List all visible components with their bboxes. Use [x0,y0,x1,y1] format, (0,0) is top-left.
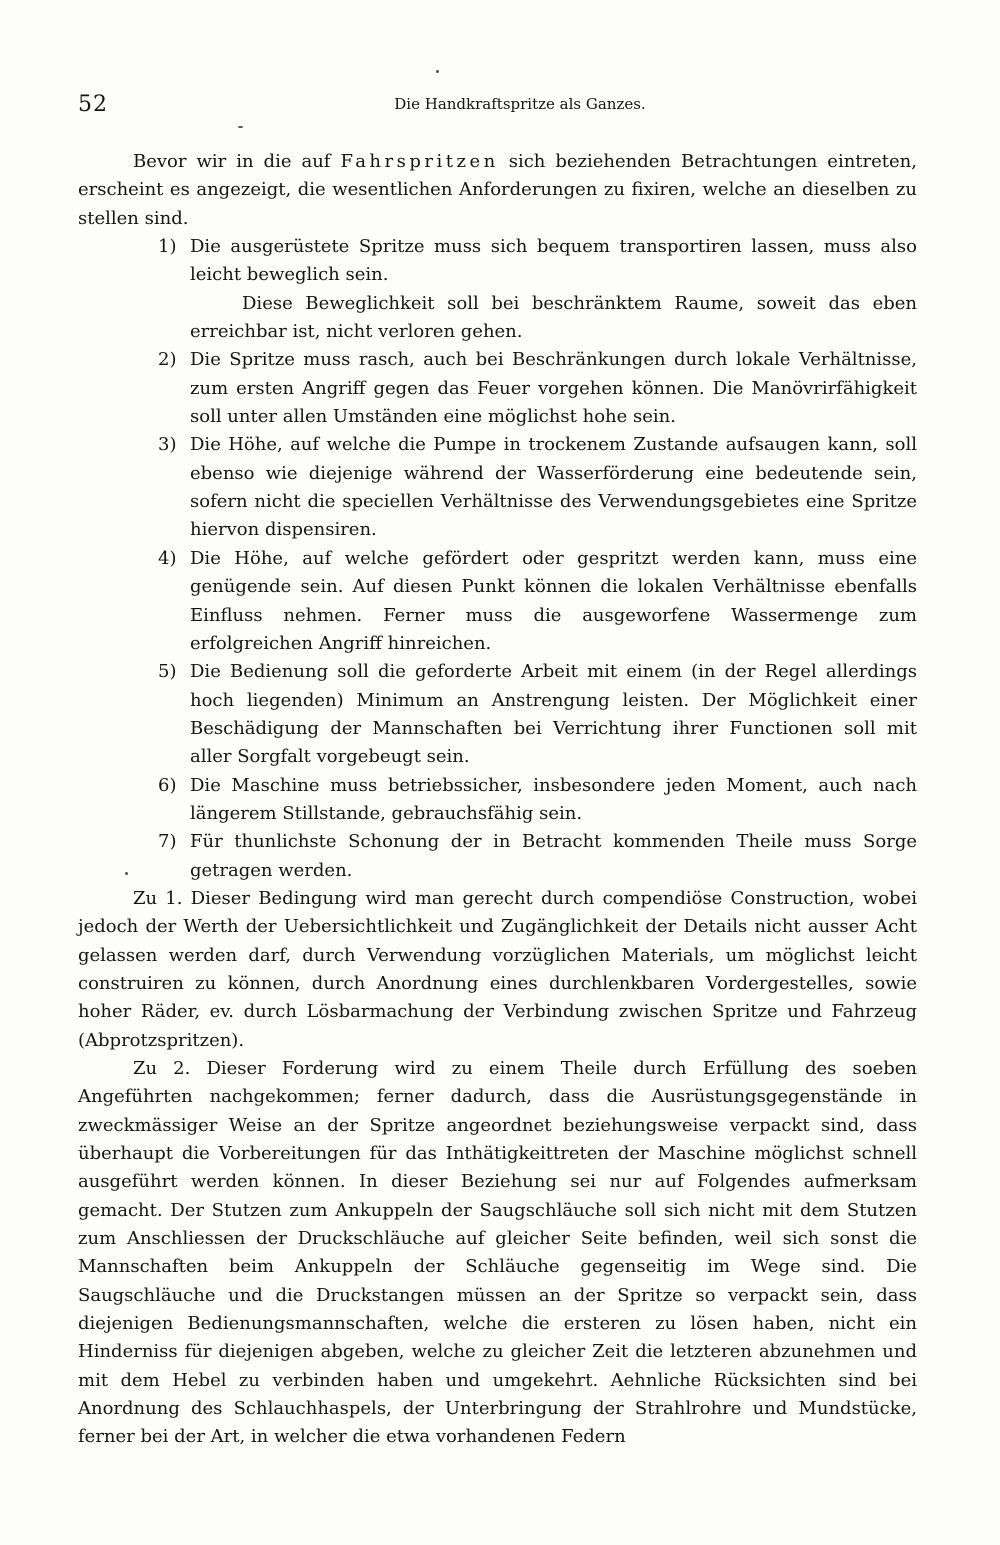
body-text [78,148,917,1452]
running-title: Die Handkraftspritze als Ganzes. [394,95,646,113]
requirement-number: 6) [158,774,177,796]
requirement-number: 7) [158,831,177,853]
requirement-text: Die ausgerüstete Spritze muss sich bequem transportiren lassen, muss also leicht beweglich sein. [190,236,917,286]
requirement-number: 3) [158,434,177,456]
intro-emphasis: Fahrspritzen [340,151,499,172]
requirement-number: 5) [158,661,177,683]
intro-text-start: Bevor wir in die auf [133,151,341,172]
requirement-item [158,658,917,771]
requirement-item [158,545,917,658]
requirement-text: Die Höhe, auf welche gefördert oder gespritzt werden kann, muss eine genügende sein. Auf diesen Punkt können die lokalen Verhältnisse ebenfalls Einfluss nehmen. Ferner muss die ausgeworfene Wassermenge zum erfolgreichen Angriff hinreichen. [190,547,917,654]
requirement-continuation: Diese Beweglichkeit soll bei beschränktem Raume, soweit das eben erreichbar ist, nicht verloren gehen. [190,292,917,343]
remark-paragraph: Zu 2. Dieser Forderung wird zu einem Theile durch Erfüllung des soeben Angeführten nachgekommen; ferner dadurch, dass die Ausrüstungsgegenstände in zweckmässiger Weise an der Spritze angeordnet beziehungsweise verpackt sind, dass überhaupt die Vorbereitungen für das Inthätigkeittreten der Maschine möglichst schnell ausgeführt werden können. In dieser Beziehung sei nur auf Folgendes aufmerksam gemacht. Der Stutzen zum Ankuppeln der Saugschläuche soll sich nicht mit dem Stutzen zum Anschliessen der Druckschläuche auf gleicher Seite befinden, weil sich sonst die Mannschaften beim Ankuppeln der Schläuche gegenseitig im Wege sind. Die Saugschläuche und die Druckstangen müssen an der Spritze so verpackt sein, dass diejenigen Bedienungsmannschaften, welche die ersteren zu lösen haben, nicht ein Hinderniss für diejenigen abgeben, welche zu gleicher Zeit die letzteren abzunehmen und mit dem Hebel zu verbinden haben und umgekehrt. Aehnliche Rücksichten sind bei Anordnung des Schlauchhaspels, der Unterbringung der Strahlrohre und Mundstücke, ferner bei der Art, in welcher die etwa vorhandenen Federn [78,1058,917,1448]
requirement-text: Die Bedienung soll die geforderte Arbeit mit einem (in der Regel allerdings hoch liegenden) Minimum an Anstrengung leisten. Der Möglichkeit einer Beschädigung der Mannschaften bei Verrichtung ihrer Functionen soll mit aller Sorgfalt vorgebeugt sein. [190,661,917,768]
requirement-text: Die Maschine muss betriebssicher, insbesondere jeden Moment, auch nach längerem Stillstande, gebrauchsfähig sein. [190,774,917,824]
requirement-item [158,346,917,431]
requirement-item [158,828,917,885]
requirement-item [158,772,917,829]
print-speck [238,126,243,128]
page-number: 52 [78,92,108,117]
requirement-text: Die Spritze muss rasch, auch bei Beschränkungen durch lokale Verhältnisse, zum ersten Angriff gegen das Feuer vorgehen können. Die Manövrirfähigkeit soll unter allen Umständen eine möglichst hohe sein. [190,349,917,428]
remark-paragraph: Zu 1. Dieser Bedingung wird man gerecht durch compendiöse Construction, wobei jedoch der Werth der Uebersichtlichkeit und Zugänglichkeit der Details nicht ausser Acht gelassen werden darf, durch Verwendung vorzüglichen Materials, um möglichst leicht construiren zu können, durch Anordnung eines durchlenkbaren Vordergestelles, sowie hoher Räder, ev. durch Lösbarmachung der Verbindung zwischen Spritze und Fahrzeug (Abprotzspritzen). [78,887,917,1051]
intro-text-end: sich beziehenden Betrachtungen eintreten, erscheint es angezeigt, die wesentlichen Anforderungen zu fixiren, welche an dieselben zu stellen sind. [78,151,917,229]
requirement-item [158,431,917,544]
intro-paragraph [78,148,917,233]
requirement-item [158,233,917,346]
requirement-number: 1) [158,236,177,258]
requirement-text: Für thunlichste Schonung der in Betracht kommenden Theile muss Sorge getragen werden. [190,831,917,881]
requirement-number: 4) [158,547,177,569]
requirement-number: 2) [158,349,177,371]
requirement-text: Die Höhe, auf welche die Pumpe in trockenem Zustande aufsaugen kann, soll ebenso wie diejenige während der Wasserförderung eine bedeutende sein, sofern nicht die speciellen Verhältnisse des Verwendungsgebietes eine Spritze hiervon dispensiren. [190,434,917,541]
print-speck [436,70,439,73]
